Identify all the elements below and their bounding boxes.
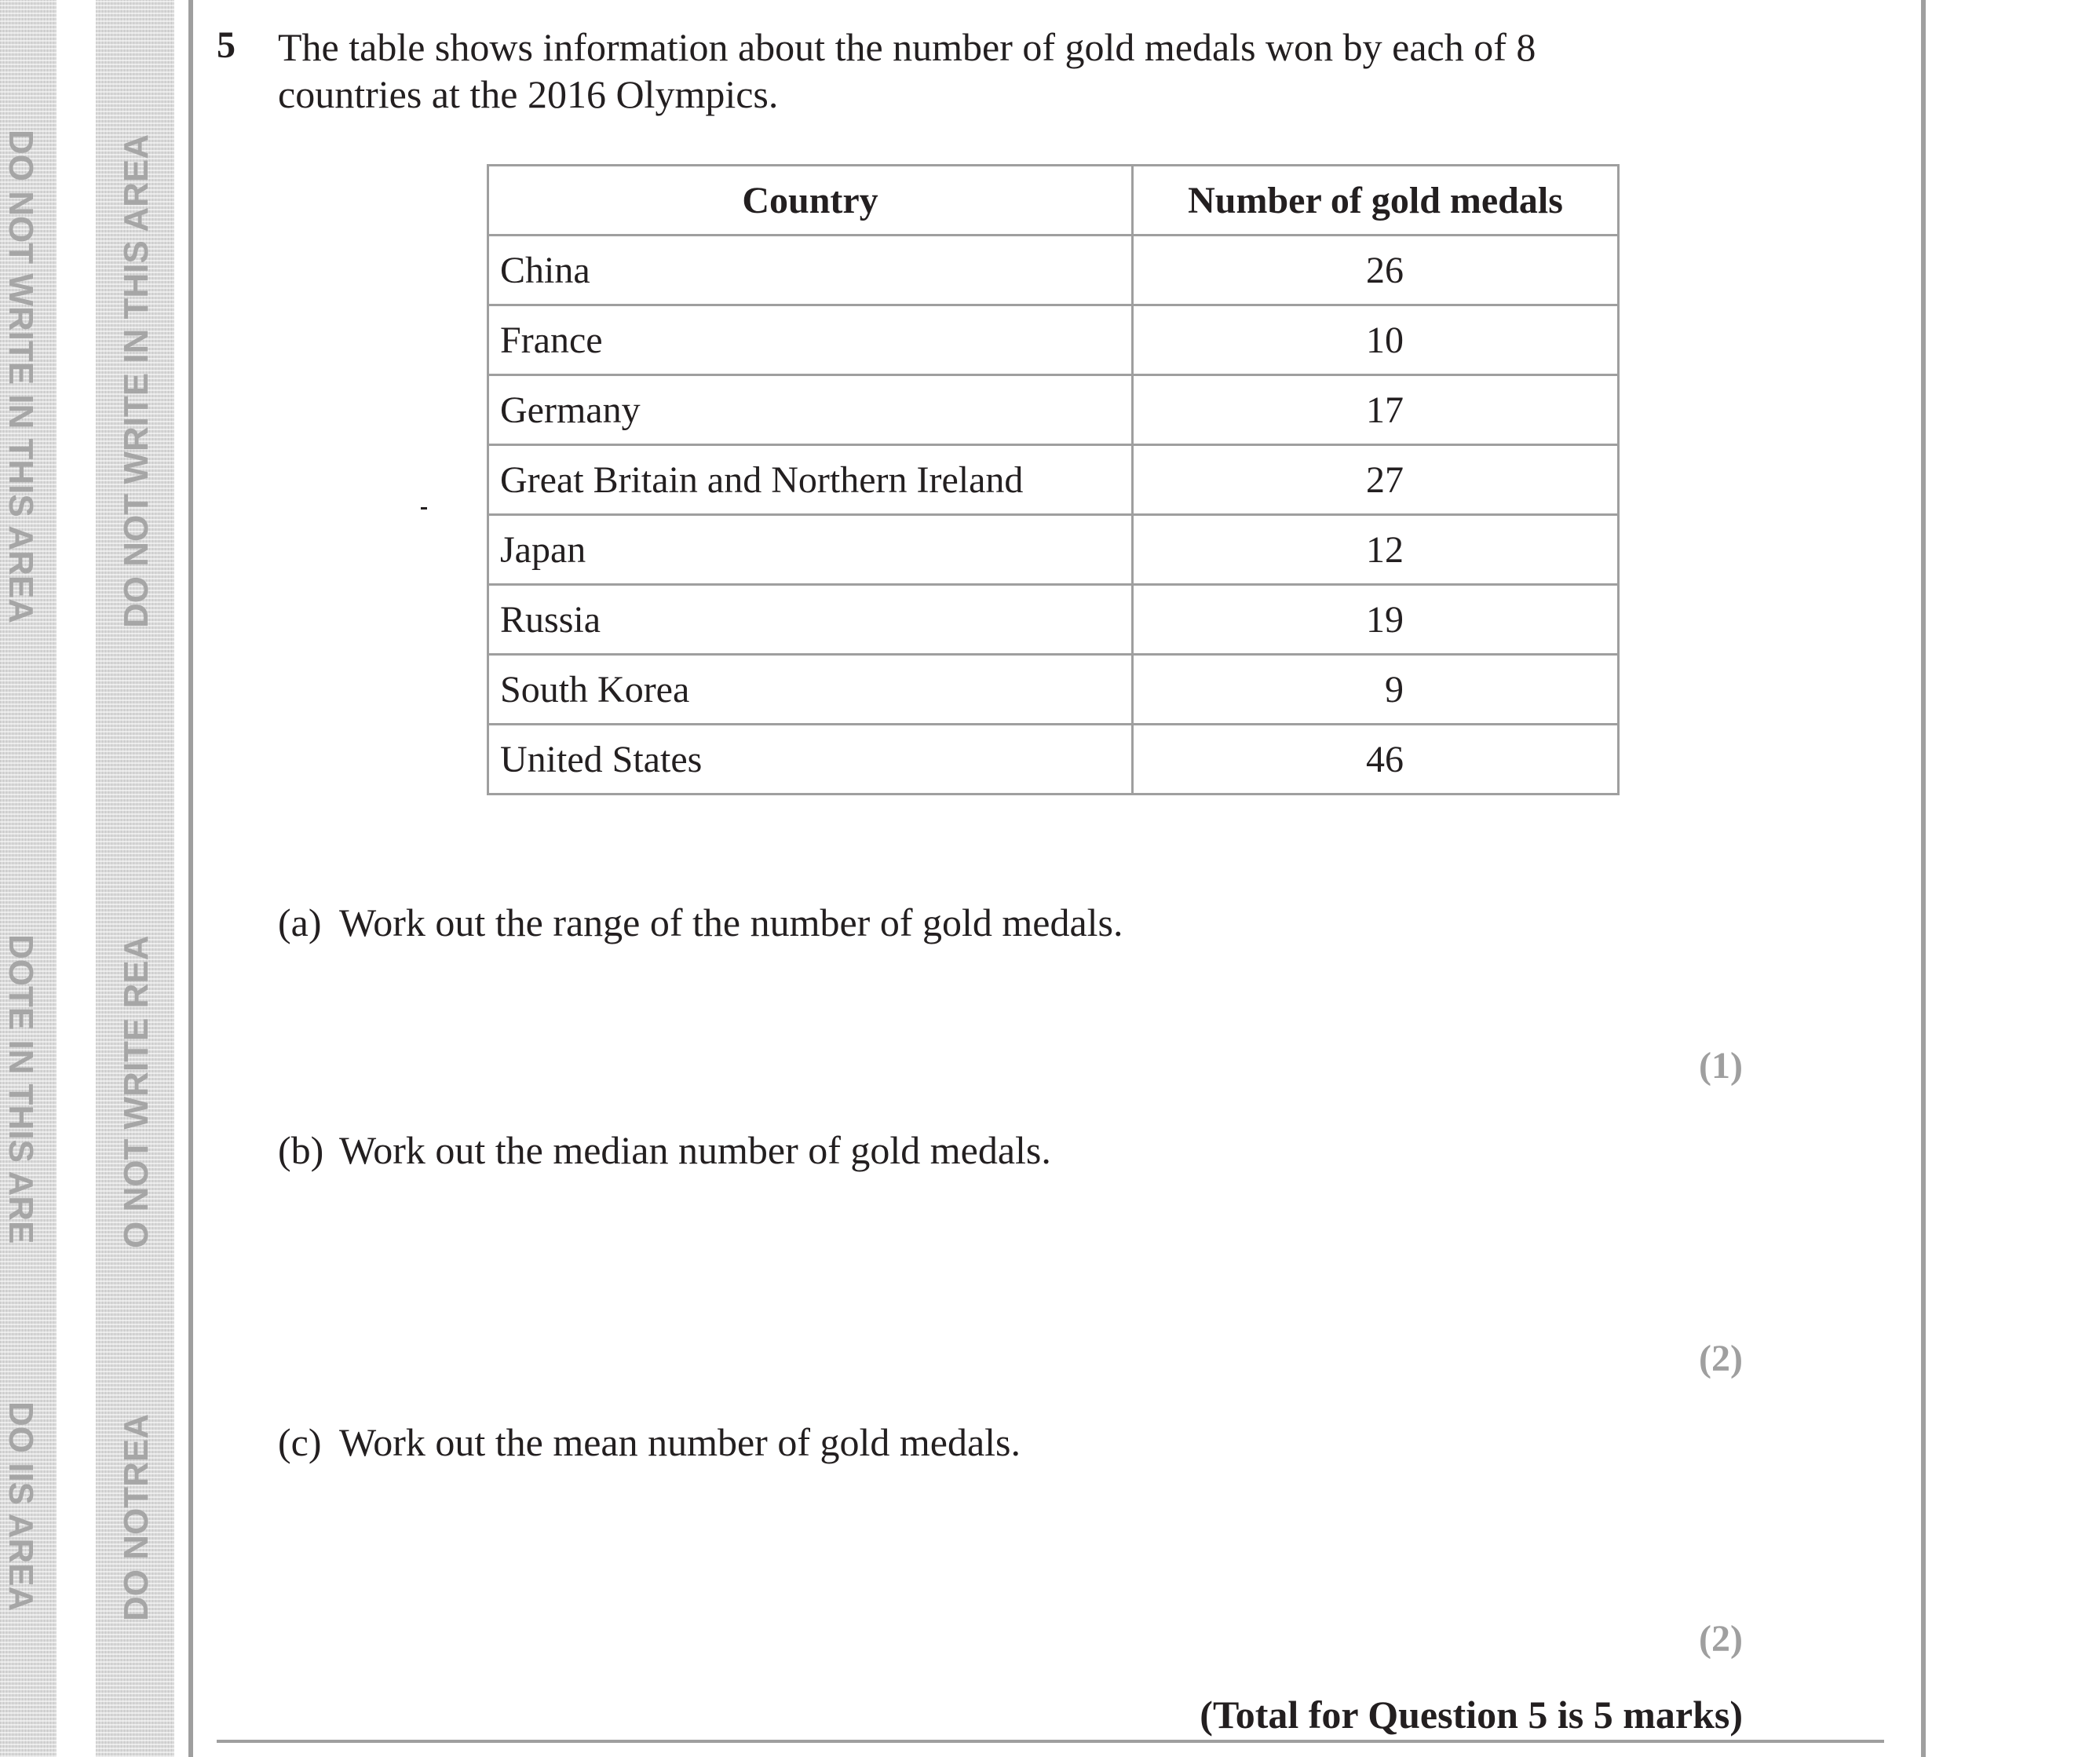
margin-warning-text: DO IIS AREA (2, 1401, 40, 1612)
medals-cell: 26 (1133, 236, 1619, 305)
header-country: Country (488, 166, 1133, 236)
table-row (488, 515, 1619, 585)
country-cell: France (488, 305, 1133, 375)
margin-warning-text: DO NOT WRITE IN THIS AREA (117, 133, 155, 628)
medals-cell: 17 (1133, 375, 1619, 445)
part-c-label: (c) (278, 1420, 322, 1464)
stray-mark (421, 507, 427, 510)
part-b (278, 1127, 1051, 1174)
part-c-marks: (2) (1699, 1618, 1743, 1660)
table-row (488, 725, 1619, 794)
table-header-row (488, 166, 1619, 236)
country-cell: United States (488, 725, 1133, 794)
medals-cell: 9 (1133, 655, 1619, 725)
country-cell: South Korea (488, 655, 1133, 725)
country-cell: Russia (488, 585, 1133, 655)
part-b-label: (b) (278, 1128, 324, 1172)
margin-warning-text: DO NOTREA (117, 1414, 155, 1621)
part-c-text: Work out the mean number of gold medals. (339, 1420, 1021, 1464)
question-total: (Total for Question 5 is 5 marks) (1200, 1693, 1743, 1737)
gold-medals-table (487, 164, 1620, 795)
part-b-marks: (2) (1699, 1338, 1743, 1379)
part-a (278, 899, 1123, 946)
table-row (488, 305, 1619, 375)
margin-warning-text: DO NOT WRITE IN THIS AREA (2, 130, 40, 624)
margin-warning-text: O NOT WRITE REA (117, 935, 155, 1248)
medals-cell: 46 (1133, 725, 1619, 794)
margin-strip-outer (0, 0, 57, 1757)
header-gold-medals: Number of gold medals (1133, 166, 1619, 236)
part-a-marks: (1) (1699, 1045, 1743, 1087)
medals-cell: 27 (1133, 445, 1619, 515)
country-cell: Germany (488, 375, 1133, 445)
table-row (488, 585, 1619, 655)
part-b-text: Work out the median number of gold medals. (339, 1128, 1051, 1172)
margin-strip-inner (96, 0, 174, 1757)
country-cell: China (488, 236, 1133, 305)
medals-cell: 10 (1133, 305, 1619, 375)
table-row (488, 375, 1619, 445)
country-cell: Great Britain and Northern Ireland (488, 445, 1133, 515)
section-rule (217, 1740, 1884, 1743)
country-cell: Japan (488, 515, 1133, 585)
question-number: 5 (217, 24, 236, 66)
part-a-text: Work out the range of the number of gold medals. (339, 900, 1123, 944)
part-c (278, 1419, 1021, 1466)
question-intro: The table shows information about the number of gold medals won by each of 8 countries at the 2016 Olympics. (278, 25, 1536, 116)
table-row (488, 655, 1619, 725)
part-a-label: (a) (278, 900, 322, 944)
margin-warning-text: DOTE IN THIS ARE (2, 934, 40, 1244)
page-border-left (188, 0, 193, 1757)
table-row (488, 445, 1619, 515)
table-row (488, 236, 1619, 305)
medals-cell: 19 (1133, 585, 1619, 655)
page-border-right (1921, 0, 1926, 1757)
medals-cell: 12 (1133, 515, 1619, 585)
